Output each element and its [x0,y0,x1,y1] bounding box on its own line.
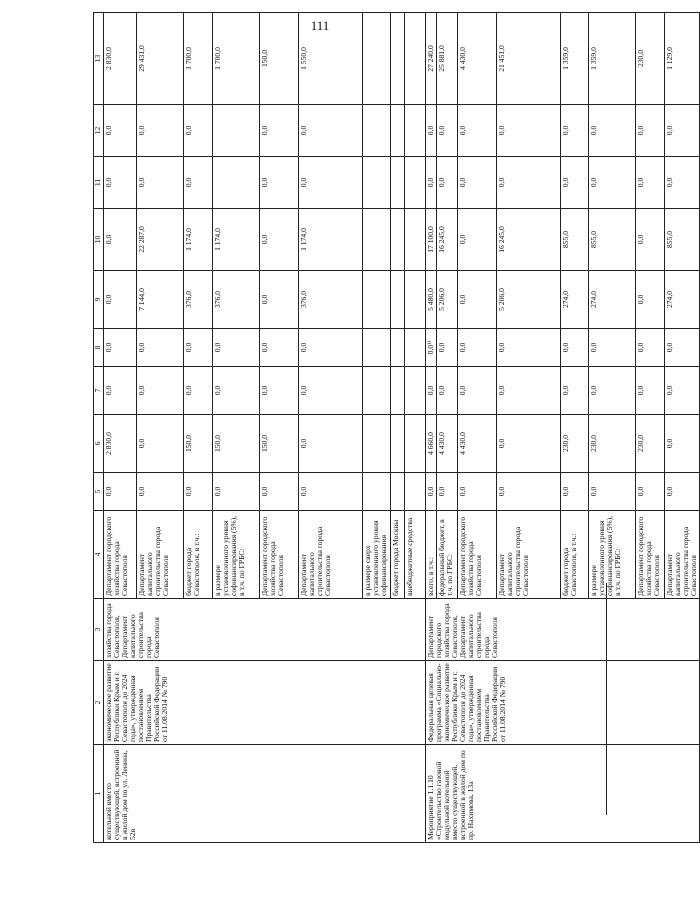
value-cell: 0,0 [635,367,664,415]
value-cell: 5 206,0 [496,271,560,329]
block1-c2-cell: экономическое развитие Республики Крым и г. Севастополя до 2024 года», утвержденная постановлением Правительства Российской Федерации от 11.08.2014 № 790 [104,661,426,745]
value-cell: 22 287,0 [137,209,184,271]
value-cell: 855,0 [588,209,635,271]
value-cell [363,209,391,271]
value-cell: 0,0 [635,271,664,329]
value-cell [391,209,405,271]
value-cell: 1 129,0 [664,13,699,105]
source-cell: в размере установленного уровня софинансирования (5%), в т.ч. по ГРБС: [588,511,635,599]
value-cell: 230,0 [635,415,664,473]
value-cell: 0,0 [137,415,184,473]
value-cell: 274,0 [588,271,635,329]
value-cell: 0,0 [260,271,299,329]
value-cell: 0,0 [137,105,184,157]
value-cell: 0,0 [299,473,363,511]
value-cell: 0,0 [457,157,496,209]
value-cell: 0,0 [299,157,363,209]
value-cell [391,415,405,473]
value-cell: 1 550,0 [299,13,363,105]
column-number: 11 [94,157,104,209]
value-cell [405,415,426,473]
value-cell: 230,0 [560,415,588,473]
source-cell: Департамент капитального строительства города Севастополя [496,511,560,599]
value-cell: 0,0 [664,329,699,367]
value-cell: 0,0 [664,473,699,511]
value-cell: 855,0 [664,209,699,271]
value-cell: 0,0 [496,157,560,209]
value-cell: 17 100,0 [426,209,437,271]
value-cell: 150,0 [184,415,213,473]
value-cell: 0,0 [635,329,664,367]
value-cell: 0,0 [299,329,363,367]
value-cell: 0,0 [496,105,560,157]
value-cell: 0,0 [426,367,437,415]
value-cell [363,367,391,415]
value-cell [213,157,260,209]
value-cell: 0,0 [496,367,560,415]
value-cell: 0,0 [104,209,137,271]
value-cell: 4 430,0 [457,13,496,105]
value-cell: 376,0 [299,271,363,329]
value-cell: 0,0 [104,157,137,209]
value-cell: 0,0 [436,473,457,511]
value-cell: 16 245,0 [496,209,560,271]
value-cell [391,13,405,105]
column-number: 12 [94,105,104,157]
value-cell: 0,0 [137,473,184,511]
value-cell [213,105,260,157]
value-cell [391,473,405,511]
source-cell: федеральный бюджет, в т.ч. по ГРБС: [436,511,457,599]
value-cell: 0,0 [588,157,635,209]
value-cell: 0,0 [436,105,457,157]
value-cell: 5 206,0 [436,271,457,329]
value-cell: 0,0 [560,157,588,209]
value-cell [405,473,426,511]
source-cell: Департамент капитального строительства города Севастополя [137,511,184,599]
value-cell: 29 431,0 [137,13,184,105]
value-cell: 150,0 [260,415,299,473]
column-number: 13 [94,13,104,105]
value-cell: 27 240,0 [426,13,437,105]
value-cell: 0,0 [588,473,635,511]
value-cell: 0,0 [457,329,496,367]
source-cell: бюджет города Севастополя, в т.ч.: [560,511,588,599]
value-cell: 1 174,0 [213,209,260,271]
value-cell: 274,0 [664,271,699,329]
value-cell [405,157,426,209]
value-cell [405,271,426,329]
source-cell: Департамент городского хозяйства города Севастополя [457,511,496,599]
value-cell: 0,0 [635,157,664,209]
value-cell: 0,0 [184,157,213,209]
source-cell: бюджет города Севастополя, в т.ч.: [184,511,213,599]
value-cell [391,367,405,415]
column-number: 3 [94,599,104,661]
source-cell: в размере установленного уровня софинансирования (5%), в т.ч. по ГРБС: [213,511,260,599]
value-cell [363,157,391,209]
column-number: 5 [94,473,104,511]
value-cell: 150,0 [260,13,299,105]
value-cell: 376,0 [213,271,260,329]
source-cell: Департамент капитального строительства города Севастополя [664,511,699,599]
value-cell: 0,0 [588,367,635,415]
value-cell [405,329,426,367]
value-cell: 0,0 [457,105,496,157]
value-cell: 0,0 [664,415,699,473]
column-number-row [94,13,104,843]
value-cell: 0,0 [260,157,299,209]
value-cell: 274,0 [560,271,588,329]
value-cell: 0,0 [457,473,496,511]
column-number: 1 [94,745,104,843]
value-cell: 0,0 [426,105,437,157]
value-cell: 0,0 [184,105,213,157]
source-cell: бюджет города Москвы [391,511,405,599]
block2-c3-cell: Департамент городского хозяйства города Севастополя, Департамент капитального строительства города Севастополя [426,599,700,661]
value-cell: 1 359,0 [588,13,635,105]
value-cell: 1 174,0 [299,209,363,271]
source-cell: Департамент капитального строительства города Севастополя [299,511,363,599]
value-cell [391,105,405,157]
value-cell [405,13,426,105]
column-number: 8 [94,329,104,367]
value-cell: 0,0 [137,367,184,415]
source-cell: внебюджетные средства [405,511,426,599]
value-cell: 0,0 [436,329,457,367]
value-cell: 0,0 [560,367,588,415]
value-cell: 4 660,0 [426,415,437,473]
block2-c2-cell: Федеральная целевая программа «Социально-экономическое развитие Республики Крым и г. Севастополя до 2024 года», утвержденная постановлением Правительства Российской Федерации от 11.08.2014 № 790 [426,661,700,745]
margin-rule [606,583,607,815]
source-cell: всего, в т.ч.: [426,511,437,599]
column-number: 7 [94,367,104,415]
rotated-table-wrapper [93,13,698,843]
value-cell [391,271,405,329]
column-number: 9 [94,271,104,329]
value-cell: 0,0 [496,415,560,473]
value-cell: 0,0 [104,329,137,367]
value-cell: 0,0 [104,105,137,157]
value-cell: 0,0 [635,209,664,271]
value-cell: 4 430,0 [436,415,457,473]
value-cell [363,329,391,367]
value-cell: 1 359,0 [560,13,588,105]
value-cell: 2 830,0 [104,13,137,105]
value-cell: 0,0 [588,329,635,367]
value-cell: 0,0 [184,367,213,415]
value-cell: 0,0 [260,329,299,367]
column-number: 2 [94,661,104,745]
table-row [426,13,437,843]
value-cell: 4 430,0 [457,415,496,473]
value-cell: 0,0 [104,271,137,329]
value-cell: 0,0 [213,329,260,367]
value-cell [405,209,426,271]
block1-c1-cell: котельной вместо существующей, встроенной в жилой дом по ул. Ленина, 52в [104,745,426,843]
value-cell: 0,0 [560,473,588,511]
value-cell [391,329,405,367]
value-cell: 855,0 [560,209,588,271]
value-cell: 0,0 [635,105,664,157]
block1-c3-cell: хозяйства города Севастополя, Департамент капитального строительства города Севастополя [104,599,426,661]
value-cell [405,367,426,415]
value-cell: 0,0 [184,329,213,367]
value-cell: 0,0 [560,105,588,157]
value-cell: 0,0 [664,367,699,415]
source-cell: в размере сверх установленного уровня софинансирования [363,511,391,599]
value-cell: 0,0 [426,157,437,209]
value-cell: 21 451,0 [496,13,560,105]
value-cell [363,13,391,105]
column-number: 4 [94,511,104,599]
value-cell [363,105,391,157]
page-number: 111 [310,18,330,33]
column-number: 10 [94,209,104,271]
value-cell: 150,0 [213,415,260,473]
value-cell: 0,0 [260,367,299,415]
value-cell: 0,0 [457,367,496,415]
value-cell: 0,0 [299,415,363,473]
value-cell: 1 700,0 [213,13,260,105]
value-cell: 16 245,0 [436,209,457,271]
value-cell: 230,0 [588,415,635,473]
value-cell [363,271,391,329]
value-cell: 25 881,0 [436,13,457,105]
block2-c1-cell: Мероприятие 1.1.10 «Строительство газовой модульной котельной вместо существующей, встроенной в жилой дом по пр. Нахимова, 13а [426,745,700,843]
column-number: 6 [94,415,104,473]
value-cell: 0,0 [436,367,457,415]
table-row [104,13,137,843]
value-cell: 0,0 [457,271,496,329]
value-cell [391,157,405,209]
value-cell: 0,0 [664,157,699,209]
value-cell: 0,0 [260,105,299,157]
value-cell: 0,0 [635,473,664,511]
value-cell: 0,0 [664,105,699,157]
value-cell: 0,0 [588,105,635,157]
value-cell: 0,0 [260,473,299,511]
source-cell: Департамент городского хозяйства города Севастополя [635,511,664,599]
value-cell: 0,0 [213,367,260,415]
value-cell: 0,0 [299,105,363,157]
value-cell: 0,0 [184,473,213,511]
value-cell: 0,0 [260,209,299,271]
value-cell: 0,0 [426,473,437,511]
value-cell: 0,0 [137,157,184,209]
value-cell: 7 144,0 [137,271,184,329]
value-cell: 0,0 [104,473,137,511]
value-cell: 376,0 [184,271,213,329]
budget-table [93,12,700,843]
value-cell: 0,0 [137,329,184,367]
value-cell: 0,0 [560,329,588,367]
value-cell: 0,0 [496,473,560,511]
value-cell: 1 174,0 [184,209,213,271]
value-cell [363,415,391,473]
value-cell: 0,0 [436,157,457,209]
value-cell: 0,0¹⁾ [426,329,437,367]
value-cell: 230,0 [635,13,664,105]
value-cell: 0,0 [213,473,260,511]
value-cell: 1 700,0 [184,13,213,105]
value-cell: 2 830,0 [104,415,137,473]
value-cell: 0,0 [299,367,363,415]
value-cell: 0,0 [457,209,496,271]
source-cell: Департамент городского хозяйства города Севастополя [260,511,299,599]
value-cell: 0,0 [496,329,560,367]
source-cell: Департамент городского хозяйства города Севастополя [104,511,137,599]
value-cell: 5 480,0 [426,271,437,329]
value-cell [363,473,391,511]
value-cell [405,105,426,157]
value-cell: 0,0 [104,367,137,415]
